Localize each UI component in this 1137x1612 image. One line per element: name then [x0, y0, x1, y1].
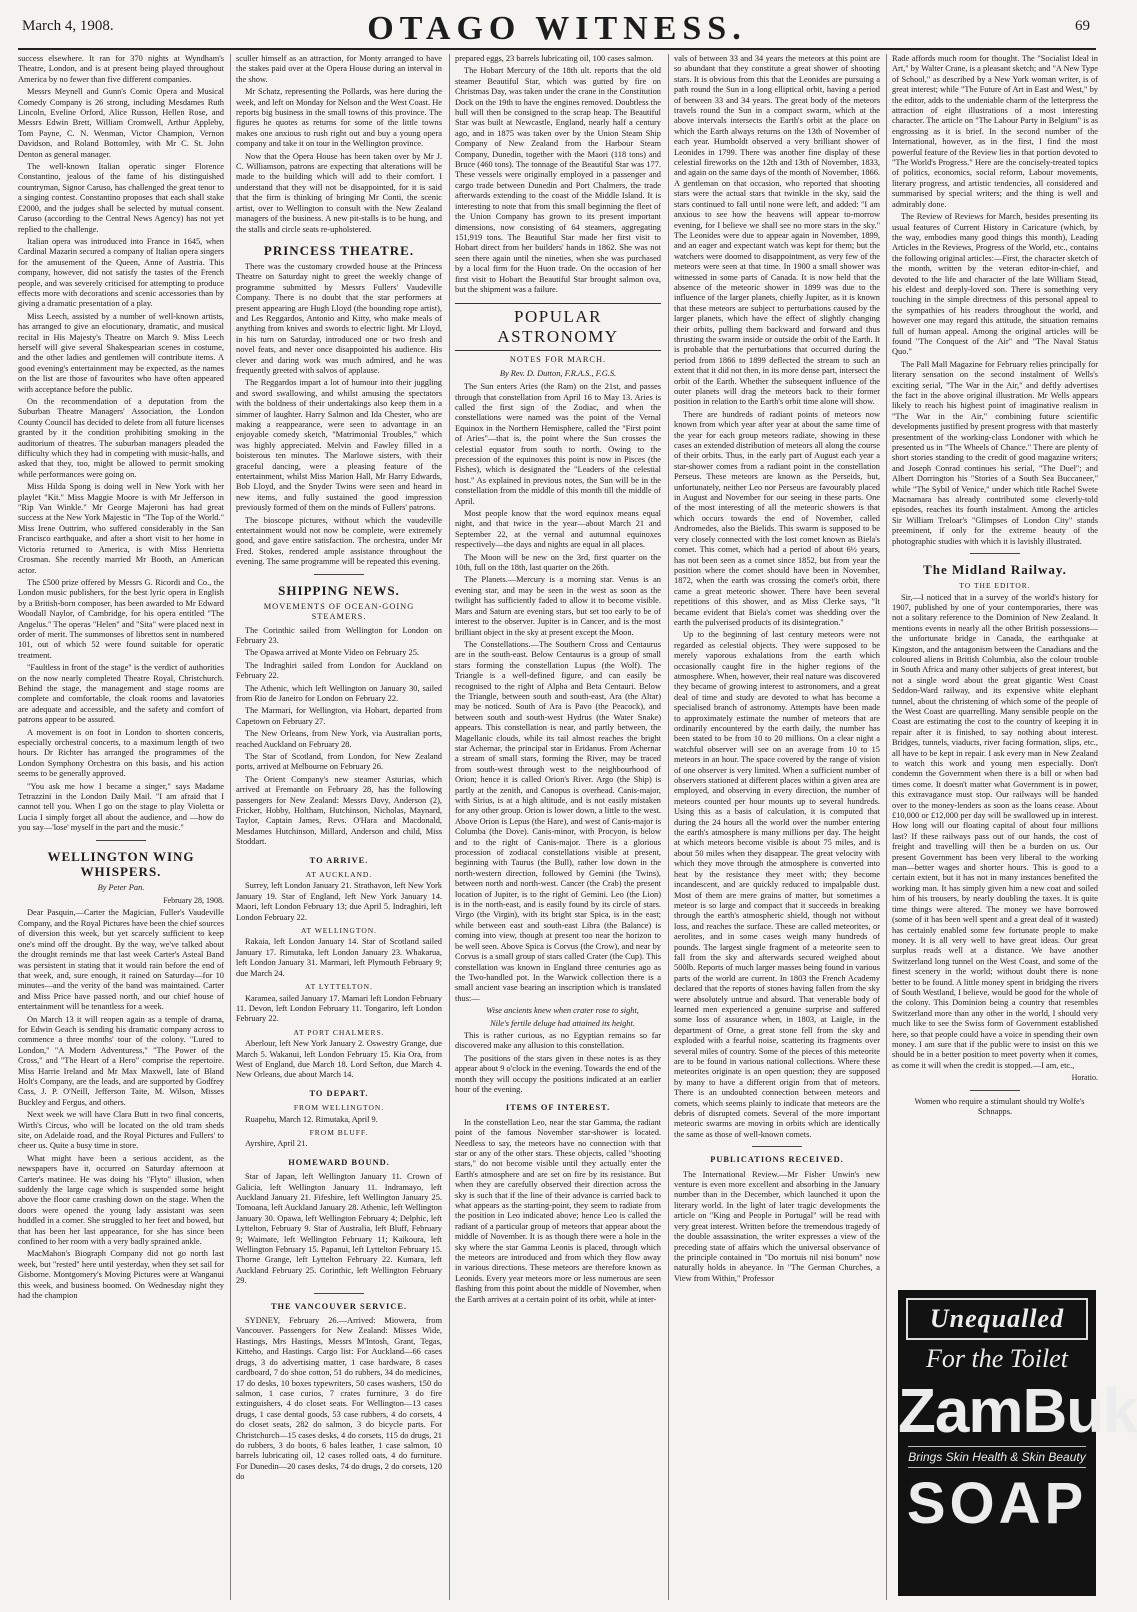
column-1 — [18, 54, 224, 1600]
article-paragraph: Up to the beginning of last century meteors were not regarded as celestial objects. They were supposed to be merely vaporous exhalations from the earth which occasionally caught fire in the higher regions of the atmosphere. When, however, their real nature was discovered they became of growing interest to astronomers, and a great deal of time and study are devoted to what has become a specialised branch of astronomy. Attempts have been made to approximately estimate the number of meteors that are ordinarily encountered by the earth daily, the number has been stated to be from 10 to 20 millions. On a clear night a watchful observer will see on an average from 10 to 15 meteors in an hour. The space covered by the range of vision of one observer is very limited. When a sufficient number of observers stationed at different places within a given area are employed, and observing in every direction, the number of meteors counted per hour mounts up to several hundreds. Using this as a basis of calculation, it is computed that during the 24 hours all the world over the number entering the earth's atmosphere is many millions per day. The height at which meteors become visible is about 75 miles, and is about 50 miles when they disappear. The great velocity with which they move through the atmosphere is converted into heat by the resistance they meet with; they become incandescent, and are quickly reduced to impalpable dust. Most of them are mere grains of matter, but sometimes a meteor is so large and compact that it succeeds in breaking through the earth's atmospheric shield, though not without loss, and reaches the surface. These are called meteorites, or aerolites, and in some cases weigh many hundreds of pounds. The largest single fragment of a meteorite seen to fall from the sky and afterwards secured weighed about 500lb. Reports of much larger masses being found in various parts of the world are current. In 1803 the French Academy declared that the reports of stones having fallen from the sky were absolutely untrue and absurd. That venerable body of learned men experienced a genuine surprise and suffered some loss of assurance when, in 1803, at Laigle, in the department of Orne, a great stone fell from the sky and exploded with a fearful noise, scattering its fragments over several miles of country. Some of the pieces of this meteorite are to be found in various national collections. Where these meteorites originate is an open question; they are supposed by many to have a different origin from that of meteors. There is an undoubted connection between meteors and comets, which seems plainly to indicate that meteors are the debris of disrupted comets. Several of the more important meteoric swarms are moving in orbits which are identically the same as those of well-known comets. — [674, 630, 881, 1139]
page-number: 69 — [1075, 18, 1090, 34]
headline-popular-astronomy: POPULAR ASTRONOMY — [455, 303, 661, 351]
masthead — [18, 8, 1096, 50]
headline-princess-theatre: PRINCESS THEATRE. — [263, 242, 415, 258]
shipping-item: Ruapehu, March 12. Rimutaka, April 9. — [245, 1114, 378, 1124]
article-paragraph: Rade affords much room for thought. The "Socialist Ideal in Art," by Walter Crane, is a pleasant sketch; and "A New Type of School," as described by a New York woman writer, is of great interest; while "The Future of Art in East and West," by the editor, adds to the undeniable charm of the letterpress the attraction of eight illustrations of a most interesting character. The article on "The Labour Party in Belgium" is as engrossing as it is brief. In the second number of the International, however, as in the first, I find the most powerful feature of the Review lies in that portion devoted to "The World's Progress." Here are the concisely-treated topics of politics, economics, social reform, Labour movements, literary progress, and artistic tendencies, all considered and summarised by special writers; and the thing is well and admirably done. — [892, 54, 1098, 209]
issue-date: March 4, 1908. — [22, 18, 114, 34]
article-paragraph: "You ask me how I became a singer," says Madame Tetrazzini in the London Daily Mail. "I am afraid that I cannot tell you. When I go on the stage to play Violetta or Lucia I simply forget all about the audience, and —how do you say—'lose' myself in the part and the music." — [18, 781, 224, 833]
article-paragraph: The Constellations.—The Southern Cross and Centaurus are in the south-east. Below Centaurus is a group of small stars forming the constellation Lupus (the Wolf). The Triangle is a well-defined figure, and can easily be recognised to the right of Alpha and Beta Centauri. Below the Triangle, between south and south-east, Ara (the Altar) may be noticed. South of Ara is Pavo (the Peacock), and between south and south-west Hydrus (the Water Snake) appears. This constellation is near, and partly between, the Magellanic clouds, while its tail almost reaches the bright star Achernar, the principal star in Eridanus. From Achernar a stream of small stars, forming the River, may be traced from south-west through west to the neighbourhood of Orion; hence it is called Orion's River. Argo (the Ship) is partly at the zenith, and Canopus is overhead. Canis-major, with Sirius, is at a high altitude, and is not easily mistaken for any other group. Orion is lower down, a little to the west. Above Orion is Lepus (the Hare), and west of Canis-major is Columba (the Dove). Canis-minor, with Procyon, is below and to the right of Canis-major. There is a glorious procession of zodiacal constellations visible at present, beginning with Taurus (the Bull), rather low down in the north-western direction, followed by Gemini (the Twins), between north and north-west. Cancer (the Crab) the present location of Jupiter, is to the right of Gemini. Leo (the Lion) is in the north-east, and is easily found by its circle of stars. Virgo (the Virgin), with its bright star Spica, is in the east; while between east and south-east Libra (the Balance) is coming into view, though at present too near the horizon to be well seen. Above Spica is Corvus (the Crow), and near by Corvus is a small group of stars called Crater (the Cup). This constellation was known in England three centuries ago as the Two-handled pot. In the Warwick collection there is a small ancient vase bearing an inscription which is translated thus:— — [455, 639, 661, 1003]
article-paragraph: MacMahon's Biograph Company did not go north last week, but "rested" here until yesterday, when they set sail for Gisborne. Montgomery's Moving Pictures were at Wanganui this week, and business boomed. On Wednesday night they had the champion — [18, 1249, 224, 1301]
article-paragraph: Italian opera was introduced into France in 1645, when Cardinal Mazarin secured a company of Italian opera singers for the amusement of the Queen, Anne of Austria. This company, however, did not satisfy the tastes of the French people, and was severely criticised for attempting to produce effects more with decorations and scenic accessories than by giving a dramatic presentation of a play. — [18, 236, 224, 309]
port-label: AT WELLINGTON. — [300, 926, 378, 936]
ad-headline: Unequalled — [906, 1298, 1088, 1340]
article-paragraph: On the recommendation of a deputation from the Suburban Theatre Managers' Association, the London County Council has decided to delete from all future licenses granted by it the condition prohibiting smoking in the auditorium of theatres. The suburban managers pleaded the difficulty which they had in competing with music-halls, and asked that they, too, might be allowed to permit smoking while performances were going on. — [18, 397, 224, 479]
verse-line: Nile's fertile deluge had attained its height. — [490, 1018, 635, 1028]
shipping-item: Aberlour, left New York January 2. Oswestry Grange, due March 5. Wakanui, left London February 15. Kia Ora, from West of England, due March 18. Lord Sefton, due March 4. New Orleans, due about March 14. — [236, 1039, 442, 1080]
column-5 — [892, 54, 1098, 1284]
section-divider — [314, 1293, 364, 1294]
shipping-item: The Indraghiri sailed from London for Auckland on February 22. — [236, 660, 442, 681]
subhead-to-depart: TO DEPART. — [309, 1088, 369, 1098]
ad-brand-name: ZamBuk — [898, 1377, 1137, 1446]
subhead-to-arrive: TO ARRIVE. — [309, 855, 369, 865]
port-label: FROM BLUFF. — [309, 1127, 369, 1137]
shipping-item: Ayrshire, April 21. — [245, 1139, 308, 1149]
column-rule — [886, 54, 887, 1600]
headline-midland-railway: The Midland Railway. — [923, 562, 1067, 578]
article-paragraph: Miss Hilda Spong is doing well in New York with her playlet "Kit." Miss Maggie Moore is with Mr Jefferson in "Rip Van Winkle." Mr George Majeroni has had great success at the New York Majestic in "The Top of the World." Miss Irene Outtrim, who suffered considerably in the San Francisco earthquake, and after a short visit to her home in Victoria returned to America, is with Miss Henrietta Crosman. She recently married Mr Booth, an American actor. — [18, 482, 224, 575]
shipping-item: Surrey, left London January 21. Strathavon, left New York January 19. Star of England, left New York January 14. Maori, left London February 13; due April 5. Indraghiri, left London February 22. — [236, 881, 442, 922]
shipping-item: The Corinthic sailed from Wellington for London on February 23. — [236, 625, 442, 645]
byline: By Peter Pan. — [97, 882, 145, 892]
shipping-item: The Orient Company's new steamer Asturias, which arrived at Fremantle on February 28, has the following passengers for New Zealand: Messrs Davy, Anderson (2), Fricker, Hobby, Holtham, Hutchinson, Nicholas, Maynard, Taylor, Captain James, Revs. O'Hara and Macdonald, Mesdames Hutchinson, Millard, Anderson and child, Miss Stoddart. — [236, 774, 442, 847]
article-paragraph: The well-known Italian operatic singer Florence Constantino, jealous of the fame of his distinguished countryman, Signor Caruso, has challenged the great tenor to a singing contest. Constantino proposes that each shall stake £2000, and the judges shall be selected by mutual consent. Caruso (according to the Central News Agency) has not yet replied to the challenge. — [18, 162, 224, 234]
article-paragraph: In the constellation Leo, near the star Gamma, the radiant point of the famous November star-shower is located. Needless to say, the meteors have no connection with that star or any of the other stars. These objects, called "shooting stars," do not become visible until they actually enter the Earth's atmosphere and are set on fire by its resistance. But when they are carefully observed their direction across the sky is such that if the line of their advance is carried back to what appears as the starting-point, they seem to radiate from the position in Leo indicated above; hence Leo is called the radiant of a particular group of meteors that appear about the middle of November. It is as though there were a hole in the sky where the star Gamma Leonis is placed, through which the meteors are introduced and from which they flow away in various directions. These meteors are therefore known as Leonids. Every year meteors more or less numerous are seen flashing from this point about the middle of November, when the Earth arrives at a certain point of its orbit, while at inter- — [455, 1117, 661, 1304]
subheadline: MOVEMENTS OF OCEAN-GOING STEAMERS. — [263, 601, 415, 622]
column-2 — [236, 54, 442, 1600]
headline-shipping-news: SHIPPING NEWS. — [278, 582, 400, 598]
article-paragraph: success elsewhere. It ran for 370 nights at Wyndham's Theatre, London, and is at present being played throughout America by no fewer than five different companies. — [18, 54, 224, 84]
section-divider — [96, 840, 146, 841]
shipping-item: SYDNEY, February 26.—Arrived: Miowera, from Vancouver. Passengers for New Zealand: Misses Wide, Hastings, Mrs Hastings, Messrs M'Intosh, Grant, Tegas, Kitteho, and Hastings. Cargo list: For Auckland—66 cases drugs, 3 do advertising matter, 1 case hardware, 8 cases cardboard, 7 do shoe cotton, 51 do rubbers, 34 do medicines, 17 do desks, 10 boxes typewriters, 50 cases washers, 150 do salmon, 1 case curios, 7 crates furniture, 3 do fire extinguishers, 4 do closet seats. For Wellington—13 cases drugs, 1 case dental goods, 53 case rubbers, 4 do corsets, 4 do closet seats, 282 do salmon, 3 do bicycle parts. For Christchurch—15 cases desks, 4 do corsets, 115 do drugs, 21 do rubbers, 3 do boots, 6 bales leather, 1 case salmon, 10 barrels lubricating oil, 12 cases rolled oats, 4 do furniture. For Dunedin—20 cases desks, 74 do drugs, 2 do corsets, 120 do — [236, 1316, 442, 1482]
article-paragraph: The Planets.—Mercury is a morning star. Venus is an evening star, and may be seen in the west as soon as the twilight has sufficiently faded to allow it to become visible. Mars and Saturn are evening stars, but set too early to be of interest to the observer. Jupiter is in Cancer, and is the most brilliant object in the sky at present except the Moon. — [455, 575, 661, 637]
article-paragraph: There was the customary crowded house at the Princess Theatre on Saturday night to greet the weekly change of programme submitted by Messrs Fullers' Vaudeville Company. There is no doubt that the star performers at present appearing are Hugh Lloyd (the bounding rope artist), and Les Reggardos, Antonio and Kitty, who make meals of anything from knives and swords to electric light. Mr Lloyd, in his turn on Saturday, introduced one or two fresh and novel feats, and never once disappointed his audience. His clever and daring work was much admired, and he was frequently greeted with salvos of applause. — [236, 261, 442, 375]
article-paragraph: The Pall Mall Magazine for February relies principally for literary sensation on the second instalment of Wells's exciting serial, "The War in the Air," and deftly advertises the fact in the above original illustration. Mr Wells appears likely to reach his highest point of imaginative realism in "The War in the Air," combining future scientific developments justified by present progress with that masterly presentment of the working-class Londoner with which he presented us in "The Wheels of Chance." There are plenty of short stories standing to the credit of good magazine writers; and Joseph Conrad continues his serial, "The Duel"; and Albert Dorrington his "Stories of a South Sea Buccaneer," while "The Sybil of Venice," under which title Rachel Swete Macnamara has already contributed some cleverly-told episodes, reaches its fourth instalment. Among the articles Sir William Treloar's "Glimpses of London City" stands preeminent, if only for the extreme beauty of the photographic studies with which it is lavishly illustrated. — [892, 359, 1098, 546]
column-rule — [449, 54, 450, 1600]
port-label: AT LYTTELTON. — [305, 982, 373, 992]
article-paragraph: The Review of Reviews for March, besides presenting its usual features of Current History in Caricature (which, by the way, embodies many good things this month), Leading Articles in the Reviews, Progress of the World, etc., contains the following original articles:—First, the character sketch of the month, written by the veteran editor-in-chief, and devoted to the life and character of the late William Stead, his eldest and deeply-loved son. There is something very touching in the simple directness of this personal appeal to the sympathies of his readers throughout the world, and however one may regard this attitude, the situation remains full of human appeal. Among the original articles will be found "The Conquest of the Air" and "The Naval Status Quo." — [892, 212, 1098, 357]
article-paragraph: Most people know that the word equinox means equal night, and that twice in the year—about March 21 and September 22, at the vernal and autumnal equinoxes respectively—the days and nights are equal in all places. — [455, 509, 661, 550]
shipping-item: The Marmari, for Wellington, via Hobart, departed from Capetown on February 27. — [236, 706, 442, 726]
article-paragraph: Mr Schatz, representing the Pollards, was here during the week, and left on Monday for Nelson and the West Coast. He reports big business in the small towns of this province. The figures he quotes as returns for some of the little towns makes one anxious to rush right out and buy a young opera company and take it on tour in the Wellington province. — [236, 87, 442, 149]
ad-product-name: SOAP — [906, 1471, 1088, 1536]
article-paragraph: The £500 prize offered by Messrs G. Ricordi and Co., the London music publishers, for the best lyric opera in English by a British-born composer, has been awarded to Mr Edward Woodall Naylor, of Cambridge, for his opera entitled "The Angelus." The operas "Helen" and "Sita" were placed next in order of merit. The summonses of librettos sent in numbered 101, out of which 52 were found suitable for operatic treatment. — [18, 577, 224, 660]
ad-tagline: Brings Skin Health & Skin Beauty — [908, 1446, 1086, 1468]
zambuk-soap-advertisement — [898, 1290, 1137, 1596]
verse-line: Wise ancients knew when crater rose to sight, — [486, 1006, 639, 1016]
column-4 — [674, 54, 880, 1600]
column-rule — [230, 54, 231, 1600]
subhead-vancouver-service: THE VANCOUVER SERVICE. — [270, 1301, 408, 1311]
article-paragraph: This is rather curious, as no Egyptian remains so far discovered make any allusion to this constellation. — [455, 1030, 661, 1051]
article-paragraph: Next week we will have Clara Butt in two final concerts, Wirth's Circus, who will be located on the old tram sheds site, on Adelaide road, and the Royal Pictures and Fullers' to cheer us. Quite a busy time in store. — [18, 1110, 224, 1151]
letter-signature: Horatio. — [1071, 1073, 1098, 1083]
subhead-items-of-interest: ITEMS OF INTEREST. — [505, 1103, 611, 1113]
byline: By Rev. D. Dutton, F.R.A.S., F.G.S. — [499, 368, 617, 378]
section-divider — [970, 553, 1020, 554]
article-paragraph: prepared eggs, 23 barrels lubricating oil, 100 cases salmon. — [455, 54, 654, 63]
headline-publications-received: PUBLICATIONS RECEIVED. — [710, 1155, 844, 1165]
column-3 — [455, 54, 661, 1600]
article-paragraph: What might have been a serious accident, as the newspapers have it, occurred on Saturday afternoon at Carter's matinee. He was doing his "Flyto" illusion, when suddenly the large cage which is suspended some height above the floor came crashing down on the stage. When the doors were opened the young lady assistant was seen huddled in a corner. She struggled to her feet and bowed, but that has been her last appearance, for she has since been confined to her room with a very badly sprained ankle. — [18, 1153, 224, 1247]
article-paragraph: There are hundreds of radiant points of meteors now known from which year after year at about the same time of the year for each group meteors radiate, showing in these cases an extended distribution of meteors all along the course of their orbits. Thus, in the early part of August each year a star-shower comes from a radiant point in the constellation Perseus. These meteors are known as the Perseids, but, unfortunately, neither Leo nor Perseus are favourably placed in August and November for our seeing in these parts. One of the most interesting of all the meteoric showers is that which occurs towards the end of November, called Andromedes, also the Bielids. This swarm is supposed to be very closely connected with the lost comet known as Biela's comet. This comet, which had a period of about 6½ years, has not been seen as a comet since 1852, but from year the position where the comet should have been in November, 1872, when the earth was crossing the comet's orbit, there came a great meteoric shower. There have been several repetitions of this shower, and as Miss Clerke says, "It became evident that Biela's comet was shedding over the earth the pulverised products of its disintegration." — [674, 409, 880, 627]
article-paragraph: Messrs Meynell and Gunn's Comic Opera and Musical Comedy Company is 26 strong, including Mesdames Ruth Lincoln, Eveline Orford, Alice Russon, Hellen Rose, and Messrs Edwin Brett, William Cromwell, Arthur Appleby, Tom Payne, C. N. Wenman, Victor Champion, Vernon Davidson, and Roland Bottomley, with Mr C. St. John Denton as general manager. — [18, 87, 224, 159]
article-paragraph: A movement is on foot in London to shorten concerts, especially orchestral concerts, to a maximum length of two hours. Dr Richter has arranged the programmes of the London Symphony Orchestra on this basis, and his action seems to be generally approved. — [18, 727, 224, 779]
letter-paragraph: Sir,—I noticed that in a survey of the world's history for 1907, published by one of your contemporaries, there was not a solitary reference to the Dominion of New Zealand. It mentions events in nearly all the other British possessions—the unfortunate bridge in Canada, the earthquake at Kingston, and the antagonism between the Canadians and the coloured aliens in British Columbia, also the colour trouble in South Africa and many other subjects of great interest, but not a single word about the great gigantic West Coast Seddon-Ward railway, and its expensive white elephant tunnel, about the christening of which some of the people of the West Coast are quarrelling. Many sensible people on the Coast are estimating the cost to the country of keeping it in repair after it is finished, to say nothing about interest. Bridges, tunnels, viaducts, river facing formation, slips, etc., all have to be kept in repair. I ask every man in New Zealand to watch this work and young men especially. Don't condemn the Government when there is a bill or when bad times come. It doesn't matter what Government is in power, this extravagance must stop. Our railways will be handed over to the money-lenders as soon as the loans cease. About £10,000 or £12,000 per day will be swallowed up in interest. How long will our floating capital of about four millions last? If these railways pass out of our hands, the cost of freight and travelling will then be a burden on us. Our present Government has been very liberal to the working man—better wages and shorter hours. This is good to a certain extent, but it has not in many instances benefited the working man. It has simply given him a new coat and soiled him of his trousers, by nearly doubling the taxes. It is quite time things were altered. The money we have borrowed (some of it has been well spent and a great deal of it wasted) has certainly enabled some few fortunate people to make money. It is all very well to have great ideas. Our great surplus reads well at a distance. We have another Switzerland long tunnel on the West Coast, and some of the finest scenery in the world; without doubt there is none better to be found. A little money spent in bridging the rivers of South Westland, I believe, would be good for the whole of the colony. This Dominion being a country that resembles Switzerland more than any other in the world, I should very much like to see the Swiss form of Government established here, so that people could have a voice in spending their own money. I am sure that if the public were to insist on this we should be in a better position to meet poverty when it comes, as come it will when the credit is stopped.—I am, etc., — [892, 592, 1098, 1070]
article-paragraph: The Moon will be new on the 3rd, first quarter on the 10th, full on the 18th, last quarter on the 26th. — [455, 552, 661, 573]
article-paragraph: The International Review.—Mr Fisher Unwin's new venture is even more excellent and absorbing in the January number than in the December, which launched it upon the literary world. In the light of later tragic developments the article on "King and People in Portugal" will be read with very great interest. Written before the tremendous tragedy of the double assassination, the writer expresses a view of the preceding state of affairs which the universal observance of the principle contained in "Do mortuis nil nisi bonum" now naturally holds in abeyance. In "The German Churches, a View from Within," Professor — [674, 1169, 880, 1283]
section-divider — [314, 574, 364, 575]
article-paragraph: The Sun enters Aries (the Ram) on the 21st, and passes through that constellation from April 16 to May 13. Aries is called the first sign of the Zodiac, and when the constellations were named was the point of the Vernal Equinox in the Northern Hemisphere, called the "First point of Aries"—that is, the point where the Sun crosses the celestial equator from south to north. Owing to the precession of the equinoxes this point is now in Pisces (the Fishes), which is designated the "Leaders of the celestial host." As explained in previous notes, the Sun will be in the constellation from the middle of this month till the middle of April. — [455, 382, 661, 506]
shipping-item: Rakaia, left London January 14. Star of Scotland sailed January 17. Rimutaka, left London January 23. Whakarua, left London January 31. Marmari, left Plymouth February 9; due March 24. — [236, 937, 442, 978]
article-paragraph: The Hobart Mercury of the 18th ult. reports that the old steamer Beautiful Star, which was gutted by fire on Christmas Day, was taken under the crane in the Constitution Dock on the 19th to have the engines removed. Doubtless the hull will then be consigned to the scrap heap. The Beautiful Star was built at Newcastle, England, nearly half a century ago, and in 1875 was taken over by the Union Steam Ship Company of New Zealand from the Harbour Steam Company, Dunedin, together with the Maori (118 tons) and Bruce (460 tons). The tonnage of the Beautiful Star was 177. These vessels were originally employed in a passenger and cargo trade between Dunedin and Port Chalmers, the trade afterwards extending to the coast of the Middle Island. It is interesting to note that from this small beginning the fleet of the Union Company has grown to its present important dimensions, now consisting of 64 steamers, aggregating 151,919 tons. The Beautiful Star made her first visit to Hobart direct from her builders' hands in 1862. She was not seen there again until the nineties, when she was purchased by a local firm for the Huon trade. On the occasion of her first visit to Hobart the Beautiful Star brought salmon ova, but the shipment was a failure. — [455, 66, 661, 294]
subhead-homeward-bound: HOMEWARD BOUND. — [288, 1157, 390, 1167]
newspaper-title: OTAGO WITNESS. — [367, 10, 747, 47]
article-paragraph: Miss Leech, assisted by a number of well-known artists, has arranged to give an elocutionary, dramatic, and musical recital in His Majesty's Theatre on March 9. Miss Leech herself will give several Shakespearian scenes in costume, and the other ladies and gentlemen will contribute items. A good evening's entertainment may be expected, as the names on the list are those of favourites who have often appeared with acceptance before the public. — [18, 311, 224, 394]
port-label: AT PORT CHALMERS. — [293, 1027, 385, 1037]
subheadline: NOTES FOR MARCH. — [509, 355, 607, 365]
section-divider — [970, 1090, 1020, 1091]
article-paragraph: Now that the Opera House has been taken over by Mr J. C. Williamson, patrons are expecting that alterations will be made to the building which will add to their comfort. I understand that they will not be disappointed, for it is said that the firm is thinking of bringing Mr Conti, the scenic artist, over to Wellington to consult with the New Zealand managers of the business. A new pit-stalls is to be hung, and the stalls and circle seats re-upholstered. — [236, 151, 442, 234]
article-paragraph: sculler himself as an attraction, for Monty arranged to have the stakes paid over at the Opera House during an interval in the show. — [236, 54, 442, 84]
shipping-item: The Opawa arrived at Monte Video on February 25. — [245, 648, 420, 658]
headline-wellington-wing-whispers: WELLINGTON WING WHISPERS. — [47, 848, 195, 879]
shipping-item: The Star of Scotland, from London, for New Zealand ports, arrived at Melbourne on February 26. — [236, 751, 442, 772]
letter-salutation: TO THE EDITOR. — [959, 581, 1031, 591]
article-paragraph: On March 13 it will reopen again as a temple of drama, for Edwin Geach is sending his dramatic company across to commence a three months' tour of the colony. "Lured to London," "A Modern Adventuress," "The Power of the Cross," and "The Heart of a Hero" comprise the repertoire. Miss Harrie Ireland and Mr Max Maxwell, late of Bland Holt's Company, are the leads, and are supported by Godfrey Cass, J. P. O'Neill, Jefferson Taite, M. Wilson, Misses Buckley and Fergus, and others. — [18, 1014, 224, 1107]
shipping-item: Karamea, sailed January 17. Mamari left London February 11. Devon, left London February 11. Tongariro, left London February 22. — [236, 993, 442, 1024]
port-label: AT AUCKLAND. — [305, 870, 373, 880]
dateline: February 28, 1908. — [163, 896, 224, 906]
article-paragraph: vals of between 33 and 34 years the meteors at this point are so abundant that they constitute a great shower of shooting stars. It is obvious from this that the Leonides are pursuing a path round the Sun in a long elliptical orbit, having a period of between 33 and 34 years. The great body of the meteors travels round the Sun in a compact swarm, which at the above intervals intersects the Earth's orbit at the place on which the Earth always returns on the 13th of November of each year. Humboldt observed a very brilliant shower of Leonides in 1799. There was another fine display of these celestial fireworks on the 12th and 13th of November, 1833, and again on the same days of the month of November, 1866. A gentleman on that occasion, who reported that shooting stars were the actual stars that twinkle in the sky, said the stars continued to fall until none were left, and added: "I am anxious to see how the heavens will appear to-morrow evening, for I believe we shall see no more stars in the sky." The Leonides were due to appear again in November, 1899, and an eager and expectant watch was kept for them; but the watchers were doomed to disappointment, as very few of the meteors were seen at that time. In 1900 a small shower was witnessed in some parts of Canada. It is now held that the absence of the meteoric shower in 1899 was due to the influence of the larger planets, chiefly Jupiter, as it is known that these meteors are subject to perturbations caused by the larger planets, which have the effect of slightly changing their orbits, pulling them backward and forward and thus thrusting the swarm inside or outside the orbit of the Earth. It is probable that the perturbations that occurred during the period from 1866 to 1899 deflected the stream to such an extent that it did not then, in its more dense part, intersect the orbit of the Earth. Whether the subsequent influence of the outer planets will drag the meteors back to their former position in relation to the Earth's orbit time alone will show. — [674, 54, 880, 407]
ad-subheadline: For the Toilet — [925, 1344, 1069, 1373]
article-paragraph: The positions of the stars given in these notes is as they appear about 9 o'clock in the evening. Towards the end of the month they will occupy the positions indicated at an earlier hour of the evening. — [455, 1053, 661, 1094]
port-label: FROM WELLINGTON. — [293, 1103, 385, 1113]
article-paragraph: The Reggardos impart a lot of humour into their juggling and sword swallowing, and whilst amusing the spectators with the boldness of their undertakings also keep them in a simmer of laughter. Harry Salmon and Ida Chester, who are making a reappearance, were seen to advantage in an enjoyable comedy sketch, "Matrimonial Troubles," which was highly appreciated. Melvin and Fawley filled in a boisterous ten minutes. The Marlowe sisters, with their graceful dancing, were a pleasing feature of the entertainment, whilst Miss Marion Hall, Mr Harry Edwards, Bob Lloyd, and the Snyder Twins were seen and heard in new items, and fully sustained the good impression previously formed of them on the minds of Fullers' patrons. — [236, 378, 442, 513]
article-paragraph: The bioscope pictures, without which the vaudeville entertainment would not now be complete, were extremely good, and gave entire satisfaction. The orchestra, under Mr Fred. Stokes, rendered ample assistance throughout the evening. The same programme will be repeated this evening. — [236, 515, 442, 567]
article-paragraph: Dear Pasquin,—Carter the Magician, Fuller's Vaudeville Company, and the Royal Pictures have been the chief sources of diversion this week, but yet scarcely sufficient to keep one's mind off the drought. By the way, we've talked about the drought reminds me that last week Carter's Asteal Band was persistent in stating that it would rain before the end of that week, and, sure enough, it rained on Saturday—for 10 minutes—and the verity of the band was maintained. Carter and Miss Price have passed north, and our chief house of entertainment will be tenantless for a week. — [18, 908, 224, 1012]
shipping-item: Star of Japan, left Wellington January 11. Crown of Galicia, left Wellington January 11. Indramayo, left Auckland January 21. Fifeshire, left Wellington January 25. Tomoana, left Auckland January 28. Athenic, left Wellington January 30. Opawa, left Wellington February 4; Delphic, left Lyttelton, February 9. Star of Australia, left Bluff, February 9; Waimate, left Wellington February 11; Kaikoura, left Wellington February 15. Papanui, left Lyttelton February 15. Thorne Grange, left Lyttelton February 22. Kumara, left Auckland February 25. Corinthic, left Wellington February 29. — [236, 1172, 442, 1286]
small-advert: Women who require a stimulant should try Wolfe's Schnapps. — [914, 1096, 1085, 1116]
shipping-item: The Athenic, which left Wellington on January 30, sailed from Rio de Janeiro for London on February 22. — [236, 683, 442, 703]
shipping-item: The New Orleans, from New York, via Australian ports, reached Auckland on February 28. — [236, 729, 442, 749]
column-rule — [668, 54, 669, 1600]
article-paragraph: "Faultless in front of the stage" is the verdict of authorities on the now nearly completed Theatre Royal, Christchurch. Behind the stage, the management and stage rooms are complete and comfortable, the cloak rooms and lavatories are adequate and accessible, and the safety and comfort of patrons appear to be assured. — [18, 663, 224, 725]
section-divider — [752, 1146, 802, 1147]
